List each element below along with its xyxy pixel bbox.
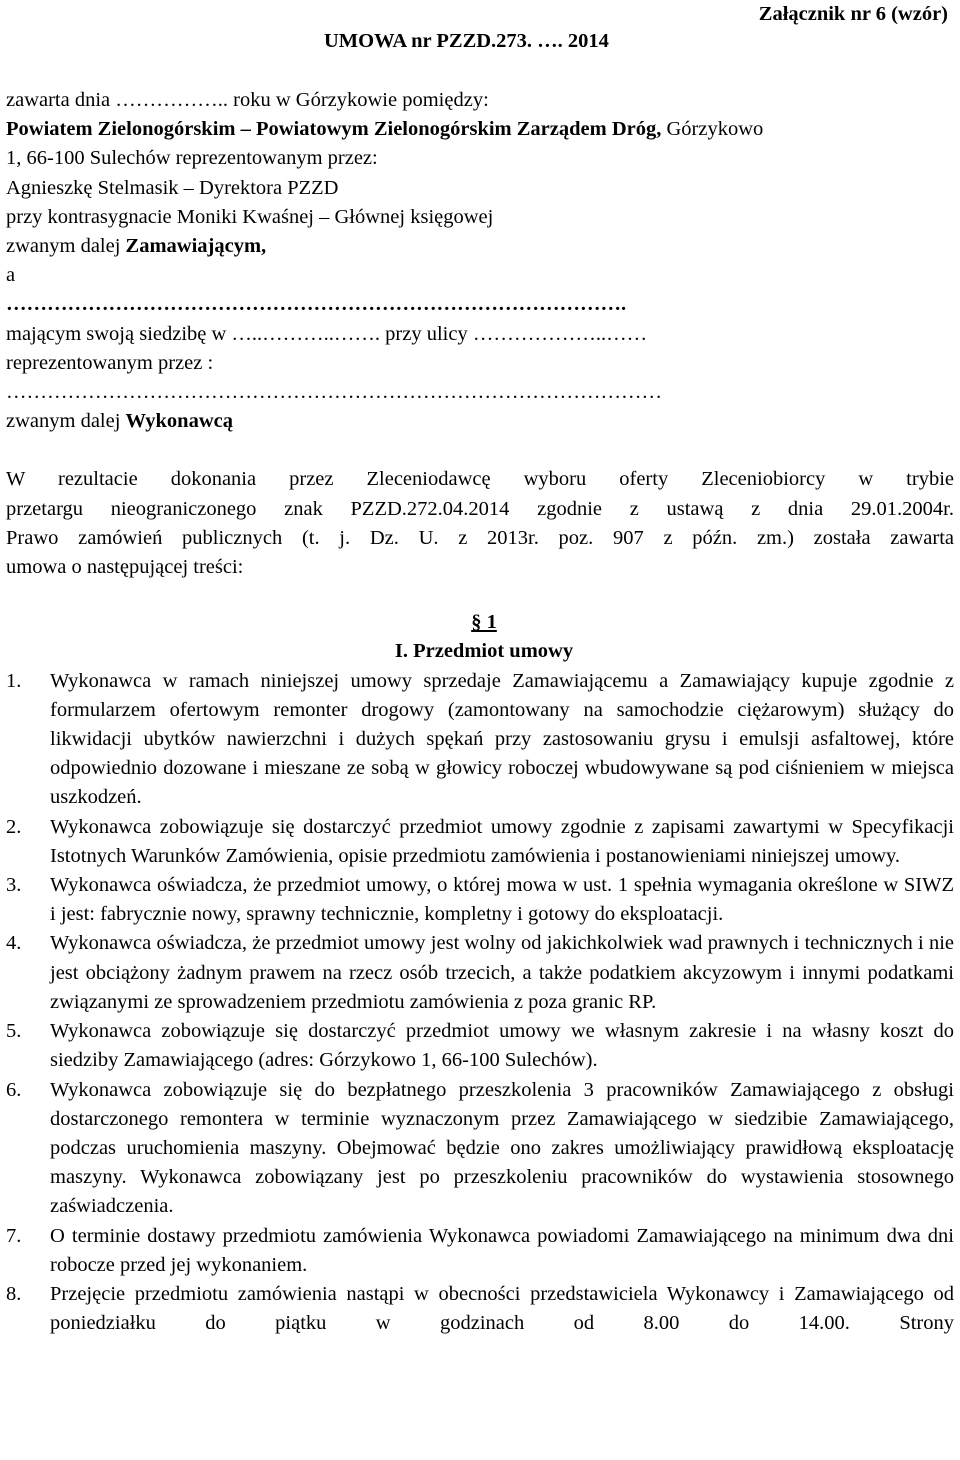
- preamble-line-1: W rezultacie dokonania przez Zleceniodawcę wyboru oferty Zleceniobiorcy w trybie: [6, 468, 954, 491]
- list-item: [6, 1076, 954, 1222]
- item-number: 4.: [6, 932, 22, 955]
- list-item: [6, 1280, 954, 1338]
- address-line: 1, 66-100 Sulechów reprezentowanym przez:: [6, 147, 378, 170]
- called-line-2: [6, 407, 954, 436]
- contractor-rep-line: reprezentowanym przez :: [6, 351, 214, 374]
- parties-section: [6, 86, 954, 436]
- spacer: [6, 436, 954, 465]
- document-header: [6, 0, 954, 86]
- item-number: 8.: [6, 1282, 22, 1305]
- list-item: [6, 1017, 954, 1075]
- item-number: 2.: [6, 815, 22, 838]
- representative-line: Agnieszkę Stelmasik – Dyrektora PZZD: [6, 176, 339, 199]
- called-prefix-2: zwanym dalej: [6, 410, 126, 433]
- preamble: [6, 465, 954, 582]
- item-number: 3.: [6, 874, 22, 897]
- item-text: Przejęcie przedmiotu zamówienia nastąpi w obecności przedstawiciela Wykonawcy i Zamawiającego od poniedziałku do piątku w godzinach od 8.00 do 14.00. Strony: [50, 1282, 954, 1335]
- party1-rest: Górzykowo: [661, 118, 764, 141]
- seat-line: mającym swoją siedzibę w …..………..……. przy ulicy ………………..……: [6, 322, 648, 345]
- list-item: [6, 929, 954, 1017]
- party1-line: [6, 115, 954, 144]
- item-text: Wykonawca oświadcza, że przedmiot umowy, o której mowa w ust. 1 spełnia wymagania określone w SIWZ i jest: fabrycznie nowy, sprawny technicznie, kompletny i gotowy do eksploatacji.: [50, 874, 954, 926]
- preamble-line-2: przetargu nieograniczonego znak PZZD.272.04.2014 zgodnie z ustawą z dnia 29.01.2004r.: [6, 497, 954, 520]
- contractor-rep-blank: ……………………………………………………………………………………: [6, 380, 662, 403]
- contract-items: [6, 667, 954, 1339]
- item-number: 6.: [6, 1078, 22, 1101]
- contractor-name: Wykonawcą: [125, 410, 233, 433]
- item-number: 5.: [6, 1020, 22, 1043]
- item-text: Wykonawca zobowiązuje się dostarczyć przedmiot umowy we własnym zakresie i na własny koszt do siedziby Zamawiającego (adres: Górzykowo 1, 66-100 Sulechów).: [50, 1020, 954, 1072]
- section-number: § 1: [471, 611, 497, 634]
- list-item: [6, 667, 954, 813]
- countersign-line: przy kontrasygnacie Moniki Kwaśnej – Głównej księgowej: [6, 205, 494, 228]
- list-item: [6, 871, 954, 929]
- item-number: 1.: [6, 669, 22, 692]
- preamble-line-4: umowa o następującej treści:: [6, 556, 244, 579]
- item-text: O terminie dostawy przedmiotu zamówienia Wykonawca powiadomi Zamawiającego na minimum dwa dni robocze przed jej wykonaniem.: [50, 1224, 954, 1276]
- orderer-name: Zamawiającym,: [125, 234, 267, 257]
- called-line-1: [6, 232, 954, 261]
- attachment-label: Załącznik nr 6 (wzór): [758, 3, 948, 25]
- item-text: Wykonawca zobowiązuje się dostarczyć przedmiot umowy zgodnie z zapisami zawartymi w Specyfikacji Istotnych Warunków Zamówienia, opisie przedmiotu zamówienia i postanowieniami niniejszej umowy.: [50, 815, 954, 867]
- list-item: [6, 813, 954, 871]
- party1-name: Powiatem Zielonogórskim – Powiatowym Zielonogórskim Zarządem Dróg,: [6, 118, 662, 141]
- date-line: zawarta dnia …………….. roku w Górzykowie pomiędzy:: [6, 89, 489, 111]
- item-text: Wykonawca zobowiązuje się do bezpłatnego przeszkolenia 3 pracowników Zamawiającego z obsługi dostarczonego remontera w terminie wyznaczonym przez Zamawiającego w siedzibie Zamawiającego, podczas uruchomienia maszyny. Obejmować będzie ono zakres umożliwiający prawidłową eksploatację maszyny. Wykonawca zobowiązany jest po przeszkoleniu pracowników do wystawienia stosownego zaświadczenia.: [50, 1078, 954, 1218]
- item-text: Wykonawca w ramach niniejszej umowy sprzedaje Zamawiającemu a Zamawiający kupuje zgodnie z formularzem ofertowym remonter drogowy (zamontowany na samochodzie ciężarowym) służący do likwidacji ubytków nawierzchni i dużych spękań przy zastosowaniu grysu i emulsji asfaltowej, które odpowiednio dozowane i mieszane ze sobą w głowicy roboczej wbudowywane są pod ciśnieniem w miejsca uszkodzeń.: [50, 669, 954, 809]
- contractor-name-blank: ……………………………………………………………………………….: [6, 293, 627, 316]
- preamble-line-3: Prawo zamówień publicznych (t. j. Dz. U. z 2013r. poz. 907 z późn. zm.) została zawarta: [6, 526, 954, 549]
- list-item: [6, 1222, 954, 1280]
- contract-title: UMOWA nr PZZD.273. …. 2014: [324, 30, 609, 52]
- section-title: I. Przedmiot umowy: [394, 640, 574, 663]
- called-prefix-1: zwanym dalej: [6, 234, 126, 257]
- item-number: 7.: [6, 1224, 22, 1247]
- and-line: a: [6, 264, 16, 287]
- item-text: Wykonawca oświadcza, że przedmiot umowy jest wolny od jakichkolwiek wad prawnych i technicznych i nie jest obciążony żadnym prawem na rzecz osób trzecich, a także podatkiem akcyzowym i innymi podatkami związanymi ze sprowadzeniem przedmiotu zamówienia z poza granic RP.: [50, 932, 954, 1013]
